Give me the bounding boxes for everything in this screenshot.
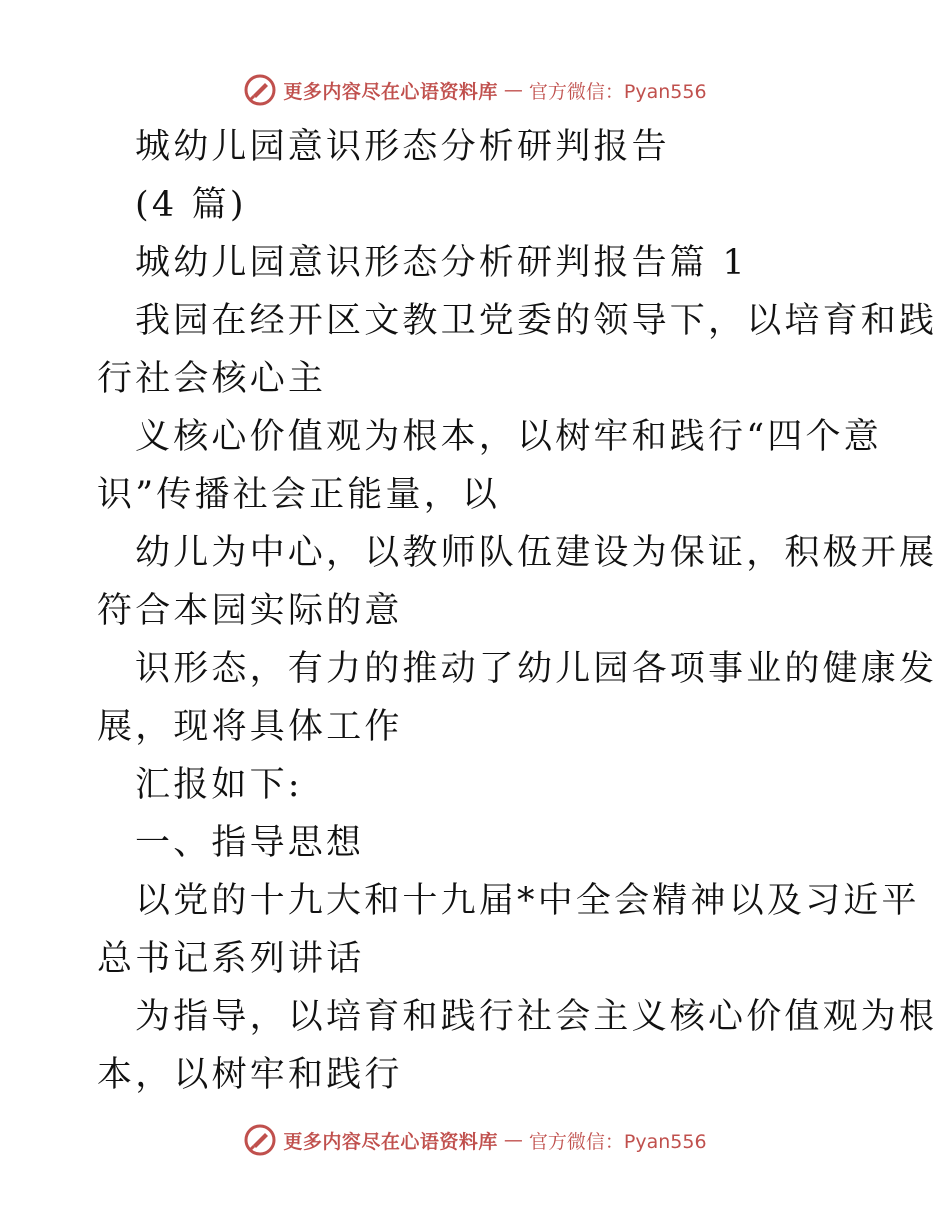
- doc-subtitle: (4 篇): [135, 185, 247, 225]
- section-heading: 一、指导思想: [135, 823, 365, 863]
- paragraph-line: 为指导，以培育和践行社会主义核心价值观为根: [135, 997, 938, 1037]
- banner-dash: —: [503, 1129, 523, 1151]
- banner-text: 更多内容尽在心语资料库: [283, 80, 498, 103]
- footer-banner: [0, 1120, 950, 1160]
- paragraph-line: 展，现将具体工作: [97, 707, 403, 747]
- banner-dash: —: [503, 79, 523, 101]
- paragraph-line: 总书记系列讲话: [97, 939, 365, 979]
- paragraph-line: 本，以树牢和践行: [97, 1055, 403, 1095]
- paragraph-line: 行社会核心主: [97, 359, 327, 399]
- paragraph-line: 识形态，有力的推动了幼儿园各项事业的健康发: [135, 649, 938, 689]
- paragraph-line: 我园在经开区文教卫党委的领导下，以培育和践: [135, 301, 938, 341]
- brand-logo-icon: [243, 73, 277, 107]
- header-banner: [0, 70, 950, 110]
- paragraph-line: 符合本园实际的意: [97, 591, 403, 631]
- banner-wechat: 官方微信：Pyan556: [528, 1130, 707, 1153]
- doc-title: 城幼儿园意识形态分析研判报告: [135, 127, 670, 167]
- brand-logo-icon: [243, 1123, 277, 1157]
- paragraph-line: 以党的十九大和十九届*中全会精神以及习近平: [135, 881, 920, 921]
- paragraph-line: 幼儿为中心，以教师队伍建设为保证，积极开展: [135, 533, 938, 573]
- section-heading: 城幼儿园意识形态分析研判报告篇 1: [135, 243, 748, 283]
- paragraph-line: 义核心价值观为根本，以树牢和践行“四个意: [135, 417, 882, 457]
- banner-text: 更多内容尽在心语资料库: [283, 1130, 498, 1153]
- document-body: [0, 118, 950, 1104]
- paragraph-line: 汇报如下:: [135, 765, 303, 805]
- paragraph-line: 识”传播社会正能量，以: [97, 475, 501, 515]
- banner-wechat: 官方微信：Pyan556: [528, 80, 707, 103]
